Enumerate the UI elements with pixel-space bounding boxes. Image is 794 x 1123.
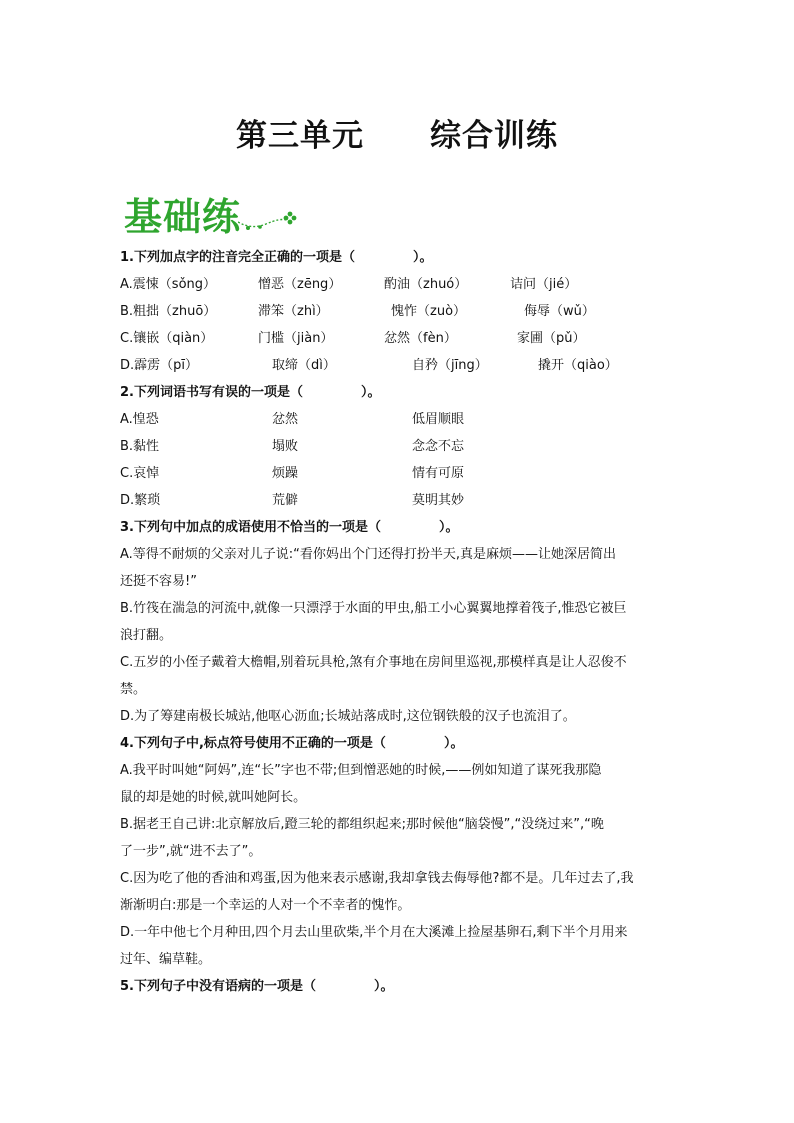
q1-option-row-d: D.霹雳（pī） 取缔（dì） 自矜（jīng） 撬开（qiào） — [120, 358, 618, 373]
q2-option-row-d: D.繁琐 荒僻 莫明其妙 — [120, 493, 465, 508]
page-title — [0, 110, 794, 155]
q2-option-row-a: A.惶恐 忿然 低眉顺眼 — [120, 412, 465, 427]
q1-option-row-a: A.震悚（sǒng） 憎恶（zēng） 酌油（zhuó） 诘问（jié） — [120, 277, 578, 292]
q3-option-d: D.为了筹建南极长城站,他呕心沥血;长城站落成时,这位钢铁般的汉子也流泪了。 — [120, 709, 576, 724]
title-unit: 第三单元 — [236, 118, 364, 154]
question-3-stem: 3.下列句中加点的成语使用不恰当的一项是（ ）。 — [120, 520, 459, 535]
q3-option-c: C.五岁的小侄子戴着大檐帽,别着玩具枪,煞有介事地在房间里巡视,那模样真是让人忍俊不 禁。 — [120, 655, 627, 697]
q3-option-b: B.竹筏在湍急的河流中,就像一只漂浮于水面的甲虫,船工小心翼翼地撑着筏子,惟恐它被巨 浪打翻。 — [120, 601, 627, 643]
question-4-stem: 4.下列句子中,标点符号使用不正确的一项是（ ）。 — [120, 736, 464, 751]
q1-option-row-b: B.粗拙（zhuō） 滞笨（zhì） 愧怍（zuò） 侮辱（wǔ） — [120, 304, 595, 319]
question-2-stem: 2.下列词语书写有误的一项是（ ）。 — [120, 385, 381, 400]
q4-option-c: C.因为吃了他的香油和鸡蛋,因为他来表示感谢,我却拿钱去侮辱他?都不是。几年过去了,我 渐渐明白:那是一个幸运的人对一个不幸者的愧怍。 — [120, 871, 634, 913]
q4-option-b: B.据老王自己讲:北京解放后,蹬三轮的都组织起来;那时候他“脑袋慢”,“没绕过来”,“晚 了一步”,就“进不去了”。 — [120, 817, 604, 859]
q3-option-a: A.等得不耐烦的父亲对儿子说:“看你妈出个门还得打扮半天,真是麻烦——让她深居简出 还挺不容易!” — [120, 547, 617, 589]
q2-option-row-b: B.黏性 塌败 念念不忘 — [120, 439, 465, 454]
title-topic: 综合训练 — [430, 118, 558, 154]
section-header — [124, 186, 242, 239]
q4-option-a: A.我平时叫她“阿妈”,连“长”字也不带;但到憎恶她的时候,——例如知道了谋死我那隐 鼠的却是她的时候,就叫她阿长。 — [120, 763, 602, 805]
q2-option-row-c: C.哀悼 烦躁 情有可原 — [120, 466, 465, 481]
question-1-stem: 1.下列加点字的注音完全正确的一项是（ ）。 — [120, 250, 433, 265]
section-label: 基础练 — [124, 194, 242, 239]
vine-decoration-icon — [238, 204, 298, 234]
q4-option-d: D.一年中他七个月种田,四个月去山里砍柴,半个月在大溪滩上捡屋基卵石,剩下半个月用来 过年、编草鞋。 — [120, 925, 628, 967]
exercise-content — [120, 244, 680, 1000]
q1-option-row-c: C.镶嵌（qiàn） 门槛（jiàn） 忿然（fèn） 家圃（pǔ） — [120, 331, 586, 346]
question-5-stem: 5.下列句子中没有语病的一项是（ ）。 — [120, 979, 394, 994]
